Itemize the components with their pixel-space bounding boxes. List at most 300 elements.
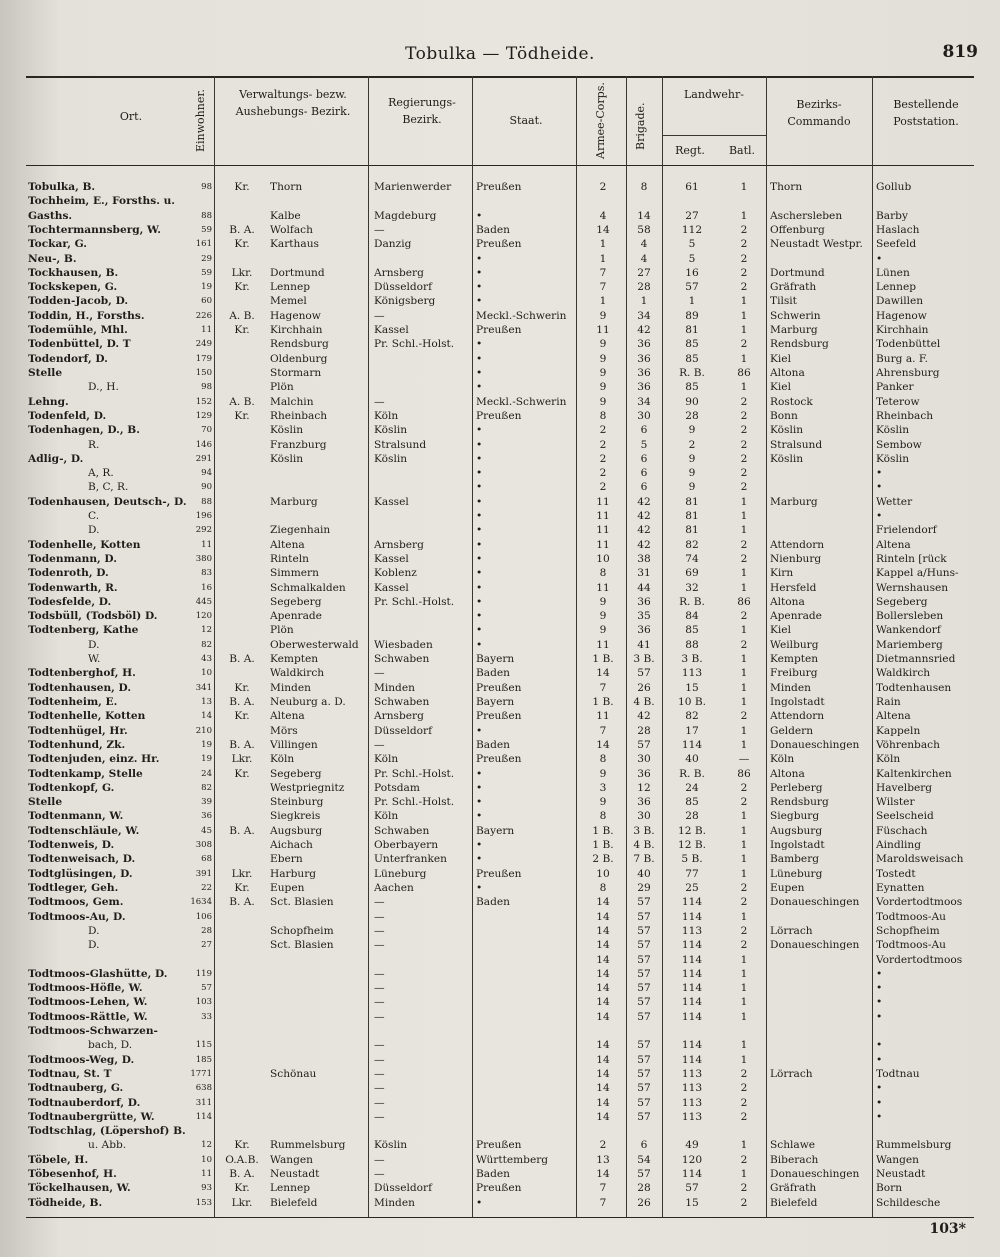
cell-brigade: 57 xyxy=(637,996,651,1009)
cell-brigade: 36 xyxy=(637,796,651,809)
cell-brigade: 26 xyxy=(637,681,651,694)
table-row xyxy=(0,180,1000,195)
cell-bezirks-commando: Eupen xyxy=(770,881,805,894)
cell-regiment: 40 xyxy=(685,753,699,766)
cell-regiment: R. B. xyxy=(679,366,705,379)
cell-einwohner: 36 xyxy=(201,811,212,822)
cell-bataillon: 1 xyxy=(740,996,748,1009)
cell-einwohner: 12 xyxy=(201,1140,212,1151)
cell-armee-corps: 14 xyxy=(596,1010,610,1023)
cell-regierung: Arnsberg xyxy=(374,266,424,279)
cell-armee-corps: 7 xyxy=(599,681,607,694)
cell-brigade: 57 xyxy=(637,1168,651,1181)
cell-einwohner: 98 xyxy=(201,382,212,393)
cell-staat: Preußen xyxy=(476,681,522,694)
cell-aushebung: Dortmund xyxy=(270,266,325,279)
cell-staat: • xyxy=(476,767,483,780)
cell-poststation: Todtmoos-Au xyxy=(876,910,946,923)
cell-brigade: 58 xyxy=(637,223,651,236)
cell-brigade: 42 xyxy=(637,538,651,551)
cell-verwaltung: Kr. xyxy=(234,710,250,723)
table-row xyxy=(0,280,1000,295)
cell-brigade: 30 xyxy=(637,810,651,823)
cell-bataillon: 1 xyxy=(740,352,748,365)
cell-aushebung: Sct. Blasien xyxy=(270,939,334,952)
cell-bezirks-commando: Marburg xyxy=(770,495,818,508)
cell-staat: Preußen xyxy=(476,324,522,337)
cell-bezirks-commando: Schwerin xyxy=(770,309,821,322)
cell-regierung: Schwaben xyxy=(374,824,430,837)
cell-bataillon: 1 xyxy=(740,181,748,193)
cell-regiment: 85 xyxy=(685,381,699,394)
cell-regiment: 74 xyxy=(685,552,699,565)
cell-armee-corps: 2 xyxy=(599,467,607,480)
cell-ort: Todtmoos-Höfle, W. xyxy=(28,982,143,995)
cell-armee-corps: 14 xyxy=(596,1096,610,1109)
cell-staat: • xyxy=(476,452,483,465)
cell-regiment: 114 xyxy=(681,1168,703,1181)
cell-regierung: — xyxy=(374,1110,385,1123)
cell-ort: Todtmoos-Weg, D. xyxy=(28,1053,135,1066)
cell-bataillon: 2 xyxy=(740,424,748,437)
table-row xyxy=(0,595,1000,610)
cell-bezirks-commando: Weilburg xyxy=(770,638,819,651)
cell-ort: Todtenweis, D. xyxy=(28,839,115,852)
cell-poststation: Hagenow xyxy=(876,309,927,322)
cell-bataillon: 2 xyxy=(740,252,748,265)
cell-verwaltung: A. B. xyxy=(229,309,255,322)
cell-ort: Todemühle, Mhl. xyxy=(28,324,128,337)
cell-aushebung: Schopfheim xyxy=(270,924,334,937)
cell-bezirks-commando: Hersfeld xyxy=(770,581,817,594)
cell-ort: bach, D. xyxy=(88,1039,133,1052)
cell-ort: Todenhausen, Deutsch-, D. xyxy=(28,495,187,508)
cell-bezirks-commando: Donaueschingen xyxy=(770,939,860,952)
cell-regiment: R. B. xyxy=(679,767,705,780)
cell-bataillon: 2 xyxy=(740,467,748,480)
cell-ort: Todtmoos-Lehen, W. xyxy=(28,996,148,1009)
cell-regierung: Arnsberg xyxy=(374,710,424,723)
cell-regiment: 81 xyxy=(685,324,699,337)
cell-armee-corps: 9 xyxy=(599,381,607,394)
cell-regierung: — xyxy=(374,1010,385,1023)
cell-armee-corps: 14 xyxy=(596,982,610,995)
cell-brigade: 36 xyxy=(637,624,651,637)
cell-brigade: 54 xyxy=(637,1153,651,1166)
cell-regiment: 114 xyxy=(681,967,703,980)
cell-regiment: 3 B. xyxy=(681,653,703,666)
cell-aushebung: Lennep xyxy=(270,281,311,294)
cell-poststation: • xyxy=(876,1110,883,1123)
cell-brigade: 42 xyxy=(637,495,651,508)
cell-bataillon: 1 xyxy=(740,667,748,680)
cell-regiment: 113 xyxy=(681,924,703,937)
cell-bataillon: 1 xyxy=(740,810,748,823)
table-row xyxy=(0,1096,1000,1111)
cell-ort: W. xyxy=(88,653,101,666)
cell-regiment: 24 xyxy=(685,781,699,794)
cell-brigade: 34 xyxy=(637,309,651,322)
cell-bataillon: 1 xyxy=(740,209,748,222)
cell-bataillon: 1 xyxy=(740,910,748,923)
cell-regierung: — xyxy=(374,982,385,995)
cell-regiment: 10 B. xyxy=(678,696,706,708)
cell-bataillon: 2 xyxy=(740,266,748,279)
cell-armee-corps: 9 xyxy=(599,309,607,322)
cell-ort: Todtenkopf, G. xyxy=(28,781,115,794)
cell-brigade: 5 xyxy=(640,438,648,451)
cell-poststation: Aindling xyxy=(876,839,922,852)
cell-regierung: Pr. Schl.-Holst. xyxy=(374,595,455,608)
cell-regierung: Köln xyxy=(374,810,399,823)
cell-brigade: 44 xyxy=(637,581,651,594)
cell-regiment: 61 xyxy=(685,181,699,193)
table-row xyxy=(0,1153,1000,1168)
table-row xyxy=(0,1196,1000,1211)
cell-verwaltung: O.A.B. xyxy=(225,1153,259,1166)
cell-bezirks-commando: Rendsburg xyxy=(770,796,829,809)
cell-regierung: Pr. Schl.-Holst. xyxy=(374,767,455,780)
cell-bataillon: 1 xyxy=(740,724,748,737)
cell-einwohner: 82 xyxy=(201,639,212,650)
cell-poststation: • xyxy=(876,481,883,494)
cell-aushebung: Steinburg xyxy=(270,796,324,809)
cell-poststation: Bollersleben xyxy=(876,610,944,623)
cell-brigade: 57 xyxy=(637,667,651,680)
cell-armee-corps: 7 xyxy=(599,1196,607,1209)
cell-staat: • xyxy=(476,266,483,279)
cell-brigade: 8 xyxy=(640,181,648,193)
cell-armee-corps: 14 xyxy=(596,939,610,952)
column-header-ort: Ort. xyxy=(119,110,143,123)
cell-regiment: 5 xyxy=(688,252,696,265)
cell-ort: D. xyxy=(88,939,100,952)
table-row xyxy=(0,209,1000,224)
cell-ort: R. xyxy=(88,438,100,451)
cell-regiment: 5 B. xyxy=(681,853,703,866)
cell-armee-corps: 14 xyxy=(596,1067,610,1080)
cell-aushebung: Schönau xyxy=(270,1067,317,1080)
cell-aushebung: Rendsburg xyxy=(270,338,329,351)
table-row xyxy=(0,981,1000,996)
cell-armee-corps: 1 xyxy=(599,238,607,251)
column-header-bezirks-commando: Bezirks- Commando xyxy=(787,98,851,128)
cell-regierung: — xyxy=(374,1067,385,1080)
cell-regiment: 82 xyxy=(685,710,699,723)
cell-regiment: 27 xyxy=(685,209,699,222)
cell-staat: Württemberg xyxy=(476,1153,549,1166)
cell-einwohner: 94 xyxy=(201,468,212,479)
cell-staat: • xyxy=(476,352,483,365)
cell-armee-corps: 9 xyxy=(599,395,607,408)
cell-brigade: 12 xyxy=(637,781,651,794)
cell-poststation: Panker xyxy=(876,381,914,394)
cell-brigade: 42 xyxy=(637,524,651,537)
cell-aushebung: Franzburg xyxy=(270,438,327,451)
cell-einwohner: 106 xyxy=(195,911,212,922)
cell-ort: D. xyxy=(88,524,100,537)
cell-regiment: 9 xyxy=(688,452,696,465)
cell-aushebung: Rinteln xyxy=(270,552,309,565)
table-row xyxy=(0,995,1000,1010)
cell-einwohner: 308 xyxy=(195,840,212,851)
cell-staat: • xyxy=(476,610,483,623)
cell-staat: Preußen xyxy=(476,710,522,723)
cell-aushebung: Karthaus xyxy=(270,238,319,251)
table-row xyxy=(0,323,1000,338)
cell-einwohner: 57 xyxy=(201,983,212,994)
cell-staat: • xyxy=(476,381,483,394)
cell-armee-corps: 13 xyxy=(596,1153,610,1166)
table-row xyxy=(0,838,1000,853)
cell-regiment: 114 xyxy=(681,996,703,1009)
cell-bezirks-commando: Biberach xyxy=(770,1153,819,1166)
cell-ort: Tödheide, B. xyxy=(28,1196,103,1209)
cell-ort: Töckelhausen, W. xyxy=(28,1182,131,1195)
cell-bataillon: 2 xyxy=(740,223,748,236)
cell-aushebung: Malchin xyxy=(270,395,314,408)
cell-ort: A, R. xyxy=(88,467,114,480)
cell-regiment: 90 xyxy=(685,395,699,408)
cell-regiment: 15 xyxy=(685,1196,699,1209)
cell-staat: • xyxy=(476,495,483,508)
cell-poststation: Altena xyxy=(876,538,911,551)
cell-poststation: Wernshausen xyxy=(876,581,949,594)
cell-regierung: — xyxy=(374,1153,385,1166)
table-row xyxy=(0,695,1000,710)
cell-ort: Todtenhügel, Hr. xyxy=(28,724,128,737)
cell-poststation: Havelberg xyxy=(876,781,933,794)
cell-bezirks-commando: Perleberg xyxy=(770,781,823,794)
cell-aushebung: Westpriegnitz xyxy=(270,781,345,794)
cell-aushebung: Thorn xyxy=(270,181,303,193)
cell-einwohner: 341 xyxy=(195,682,212,693)
cell-aushebung: Ziegenhain xyxy=(270,524,331,537)
table-row xyxy=(0,352,1000,367)
cell-aushebung: Segeberg xyxy=(270,767,322,780)
cell-staat: Baden xyxy=(476,667,510,680)
cell-einwohner: 292 xyxy=(195,525,212,536)
cell-armee-corps: 7 xyxy=(599,266,607,279)
cell-bataillon: 2 xyxy=(740,939,748,952)
cell-regierung: Köslin xyxy=(374,424,408,437)
cell-armee-corps: 11 xyxy=(596,510,610,523)
cell-armee-corps: 9 xyxy=(599,338,607,351)
cell-regierung: — xyxy=(374,309,385,322)
cell-ort: Neu-, B. xyxy=(28,252,77,265)
cell-regiment: 77 xyxy=(685,867,699,880)
cell-verwaltung: B. A. xyxy=(229,738,255,751)
table-row xyxy=(0,423,1000,438)
cell-bataillon: 1 xyxy=(740,824,748,837)
cell-aushebung: Kempten xyxy=(270,653,319,666)
cell-einwohner: 10 xyxy=(201,668,212,679)
cell-brigade: 57 xyxy=(637,1110,651,1123)
cell-regiment: 12 B. xyxy=(678,824,706,837)
cell-bataillon: 2 xyxy=(740,1182,748,1195)
cell-regiment: 17 xyxy=(685,724,699,737)
cell-bezirks-commando: Apenrade xyxy=(770,610,822,623)
cell-brigade: 36 xyxy=(637,381,651,394)
cell-brigade: 57 xyxy=(637,1039,651,1052)
cell-regierung: — xyxy=(374,395,385,408)
cell-regierung: — xyxy=(374,996,385,1009)
cell-armee-corps: 2 B. xyxy=(592,853,614,866)
cell-ort: Todenhelle, Kotten xyxy=(28,538,141,551)
cell-aushebung: Lennep xyxy=(270,1182,311,1195)
cell-einwohner: 226 xyxy=(195,310,212,321)
cell-bezirks-commando: Ingolstadt xyxy=(770,839,825,852)
cell-bataillon: 2 xyxy=(740,552,748,565)
cell-ort: B, C, R. xyxy=(88,481,129,494)
cell-einwohner: 16 xyxy=(201,582,212,593)
cell-poststation: Todtenhausen xyxy=(876,681,952,694)
cell-bataillon: 2 xyxy=(740,896,748,909)
cell-ort: Todtenberghof, H. xyxy=(28,667,136,680)
table-row xyxy=(0,666,1000,681)
cell-regierung: Düsseldorf xyxy=(374,1182,432,1195)
table-row xyxy=(0,523,1000,538)
cell-staat: • xyxy=(476,481,483,494)
cell-brigade: 42 xyxy=(637,510,651,523)
cell-armee-corps: 1 B. xyxy=(592,653,614,666)
cell-poststation: Todtnau xyxy=(876,1067,920,1080)
cell-aushebung: Stormarn xyxy=(270,366,322,379)
cell-armee-corps: 14 xyxy=(596,1053,610,1066)
table-row xyxy=(0,795,1000,810)
table-row xyxy=(0,938,1000,953)
cell-regierung: Pr. Schl.-Holst. xyxy=(374,796,455,809)
cell-ort: Töbele, H. xyxy=(28,1153,89,1166)
cell-bezirks-commando: Bamberg xyxy=(770,853,820,866)
cell-poststation: Eynatten xyxy=(876,881,925,894)
cell-regierung: Aachen xyxy=(374,881,414,894)
cell-staat: • xyxy=(476,252,483,265)
cell-bataillon: 1 xyxy=(740,1139,748,1152)
table-row xyxy=(0,681,1000,696)
cell-aushebung: Minden xyxy=(270,681,311,694)
cell-poststation: • xyxy=(876,510,883,523)
cell-brigade: 4 B. xyxy=(633,839,655,852)
cell-bataillon: 1 xyxy=(740,967,748,980)
cell-armee-corps: 11 xyxy=(596,495,610,508)
table-row xyxy=(0,1038,1000,1053)
cell-poststation: Rinteln [rück xyxy=(876,552,947,565)
cell-einwohner: 1771 xyxy=(190,1068,212,1079)
cell-bataillon: 1 xyxy=(740,696,748,708)
cell-regierung: Minden xyxy=(374,681,415,694)
cell-poststation: Wankendorf xyxy=(876,624,941,637)
cell-bataillon: 2 xyxy=(740,1082,748,1095)
table-row xyxy=(0,1081,1000,1096)
cell-bezirks-commando: Ingolstadt xyxy=(770,696,825,708)
cell-armee-corps: 2 xyxy=(599,481,607,494)
table-row xyxy=(0,767,1000,782)
cell-ort: Töbesenhof, H. xyxy=(28,1168,117,1181)
column-header-landwehr: Landwehr- xyxy=(684,88,744,101)
cell-armee-corps: 14 xyxy=(596,896,610,909)
cell-verwaltung: B. A. xyxy=(229,696,255,708)
cell-armee-corps: 1 B. xyxy=(592,839,614,852)
cell-poststation: Altena xyxy=(876,710,911,723)
cell-verwaltung: Kr. xyxy=(234,409,250,422)
cell-regierung: — xyxy=(374,223,385,236)
cell-armee-corps: 1 B. xyxy=(592,696,614,708)
cell-regiment: 112 xyxy=(681,223,703,236)
cell-regiment: 114 xyxy=(681,738,703,751)
cell-staat: Preußen xyxy=(476,1182,522,1195)
cell-staat: Preußen xyxy=(476,867,522,880)
cell-verwaltung: Kr. xyxy=(234,1139,250,1152)
cell-armee-corps: 7 xyxy=(599,281,607,294)
cell-poststation: • xyxy=(876,967,883,980)
cell-aushebung: Apenrade xyxy=(270,610,322,623)
cell-bataillon: 1 xyxy=(740,295,748,308)
cell-staat: • xyxy=(476,567,483,580)
cell-ort: D. xyxy=(88,924,100,937)
cell-verwaltung: Kr. xyxy=(234,324,250,337)
cell-ort: Todtenschläule, W. xyxy=(28,824,140,837)
cell-bataillon: 2 xyxy=(740,395,748,408)
cell-ort: Todtenhausen, D. xyxy=(28,681,132,694)
table-row xyxy=(0,609,1000,624)
cell-bezirks-commando: Lüneburg xyxy=(770,867,823,880)
cell-einwohner: 59 xyxy=(201,224,212,235)
cell-armee-corps: 9 xyxy=(599,624,607,637)
cell-poststation: • xyxy=(876,467,883,480)
cell-brigade: 30 xyxy=(637,753,651,766)
cell-regiment: 9 xyxy=(688,481,696,494)
cell-armee-corps: 14 xyxy=(596,1039,610,1052)
cell-bezirks-commando: Geldern xyxy=(770,724,814,737)
cell-ort: Toddin, H., Forsths. xyxy=(28,309,145,322)
cell-regiment: 32 xyxy=(685,581,699,594)
cell-aushebung: Marburg xyxy=(270,495,318,508)
bottom-rule xyxy=(26,1217,974,1218)
column-header-brigade: Brigade. xyxy=(634,102,647,150)
cell-regierung: Wiesbaden xyxy=(374,638,433,651)
cell-regierung: — xyxy=(374,1053,385,1066)
table-row xyxy=(0,266,1000,281)
cell-regierung: — xyxy=(374,1082,385,1095)
cell-armee-corps: 14 xyxy=(596,1110,610,1123)
cell-poststation: Barby xyxy=(876,209,908,222)
cell-verwaltung: Lkr. xyxy=(231,1196,253,1209)
cell-regiment: 114 xyxy=(681,939,703,952)
cell-einwohner: 68 xyxy=(201,854,212,865)
table-row xyxy=(0,638,1000,653)
cell-bezirks-commando: Kiel xyxy=(770,624,791,637)
cell-bataillon: 1 xyxy=(740,567,748,580)
cell-einwohner: 103 xyxy=(195,997,212,1008)
cell-staat: • xyxy=(476,424,483,437)
cell-poststation: Vöhrenbach xyxy=(876,738,940,751)
cell-poststation: Kirchhain xyxy=(876,324,929,337)
cell-aushebung: Ebern xyxy=(270,853,303,866)
table-row xyxy=(0,452,1000,467)
cell-aushebung: Mörs xyxy=(270,724,298,737)
table-row xyxy=(0,581,1000,596)
cell-verwaltung: B. A. xyxy=(229,896,255,909)
cell-bezirks-commando: Kiel xyxy=(770,352,791,365)
cell-aushebung: Siegkreis xyxy=(270,810,321,823)
cell-ort: Todtenhelle, Kotten xyxy=(28,710,146,723)
cell-poststation: Sembow xyxy=(876,438,922,451)
cell-bezirks-commando: Thorn xyxy=(770,181,803,193)
table-row xyxy=(0,538,1000,553)
cell-poststation: Frielendorf xyxy=(876,524,937,537)
cell-staat: Bayern xyxy=(476,824,515,837)
